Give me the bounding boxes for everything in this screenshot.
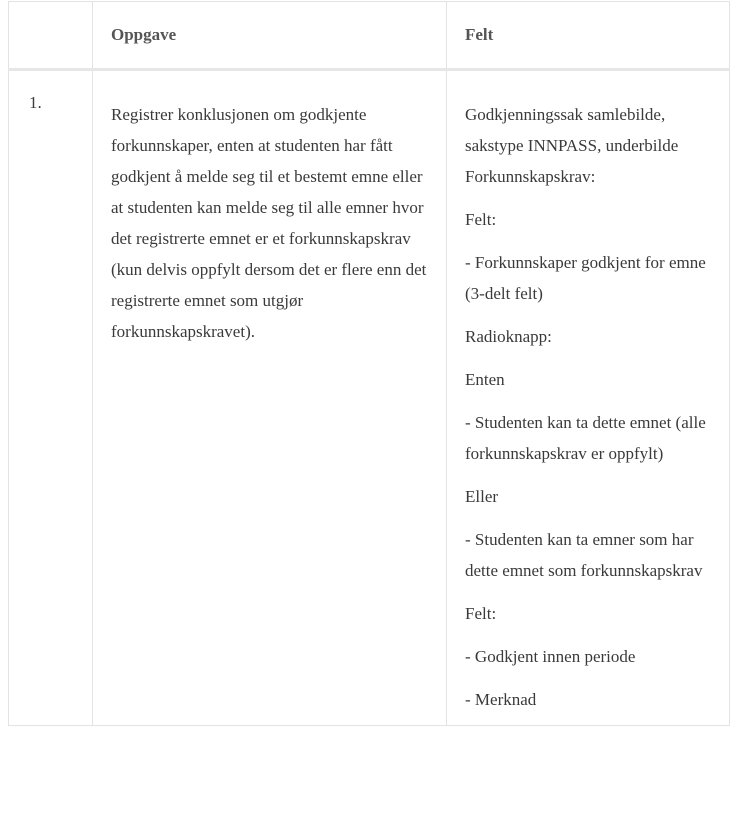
row-number: 1. (9, 70, 93, 726)
field-paragraph: - Forkunnskaper godkjent for emne (3-delt felt) (465, 253, 706, 303)
procedure-table (8, 1, 730, 726)
field-cell (447, 70, 730, 726)
field-paragraph: Radioknapp: (465, 327, 552, 346)
header-row (9, 2, 730, 70)
field-paragraph: - Merknad (465, 690, 537, 709)
field-paragraph: Felt: (465, 604, 497, 623)
task-description: Registrer konklusjonen om godkjente forkunnskaper, enten at studenten har fått godkjent å melde seg til et bestemt emne eller at studenten kan melde seg til alle emner hvor det registrerte emnet er et forkunnskapskrav (kun delvis oppfylt dersom det er flere enn det registrerte emnet som utgjør forkunnskapskravet). (111, 105, 427, 341)
field-paragraph: - Studenten kan ta dette emnet (alle forkunnskapskrav er oppfylt) (465, 413, 706, 463)
task-cell (93, 70, 447, 726)
field-paragraph: Enten (465, 370, 505, 389)
header-number (9, 2, 93, 70)
field-paragraph: - Godkjent innen periode (465, 647, 636, 666)
table-body (9, 70, 730, 726)
field-paragraph: Godkjenningssak samlebilde, sakstype INNPASS, underbilde Forkunnskapskrav: (465, 105, 679, 186)
field-paragraph: - Studenten kan ta emner som har dette emnet som forkunnskapskrav (465, 530, 703, 580)
table-row (9, 70, 730, 726)
field-paragraph: Eller (465, 487, 499, 506)
header-task: Oppgave (93, 2, 447, 70)
header-field: Felt (447, 2, 730, 70)
table-header (9, 2, 730, 70)
field-list (465, 99, 711, 715)
field-paragraph: Felt: (465, 210, 497, 229)
